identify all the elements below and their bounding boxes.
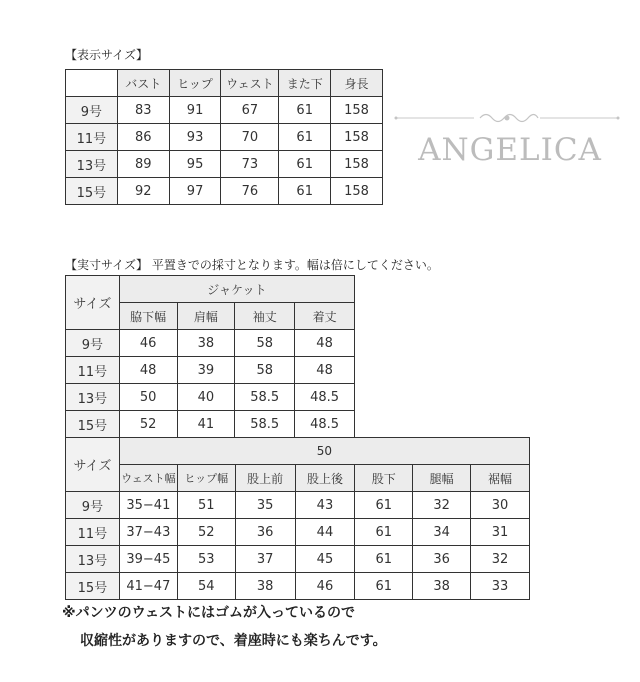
table-cell: 48.5 xyxy=(295,411,355,438)
table-cell: 158 xyxy=(331,124,383,151)
pants-group-header: 50 xyxy=(119,438,529,465)
table-cell: 53 xyxy=(177,546,235,573)
table-cell: 41−47 xyxy=(119,573,177,600)
size-column-header: サイズ xyxy=(66,276,120,330)
column-header: 肩幅 xyxy=(177,303,235,330)
table-cell: 61 xyxy=(355,492,413,519)
table-cell: 39−45 xyxy=(119,546,177,573)
table-cell: 30 xyxy=(471,492,530,519)
table-cell: 36 xyxy=(413,546,471,573)
table-cell: 54 xyxy=(177,573,235,600)
size-label: 11号 xyxy=(66,519,120,546)
table-cell: 44 xyxy=(295,519,355,546)
table-cell: 61 xyxy=(279,178,331,205)
column-header: 身長 xyxy=(331,70,383,97)
table-row xyxy=(66,330,355,357)
table-cell: 61 xyxy=(279,151,331,178)
table-cell: 46 xyxy=(295,573,355,600)
table-cell: 36 xyxy=(235,519,295,546)
table-row xyxy=(66,492,530,519)
size-column-header: サイズ xyxy=(66,438,120,492)
size-label: 9号 xyxy=(66,330,120,357)
table-cell: 67 xyxy=(221,97,279,124)
column-header: 脇下幅 xyxy=(119,303,177,330)
size-label: 9号 xyxy=(66,97,118,124)
table-row xyxy=(66,151,383,178)
table-cell: 52 xyxy=(177,519,235,546)
note-line-2: 収縮性がありますので、着座時にも楽ちんです。 xyxy=(80,633,387,649)
table-cell: 58 xyxy=(235,330,295,357)
table-cell: 46 xyxy=(119,330,177,357)
table-cell: 35−41 xyxy=(119,492,177,519)
column-header: バスト xyxy=(117,70,169,97)
table-cell: 61 xyxy=(355,519,413,546)
table-cell: 158 xyxy=(331,97,383,124)
table-cell: 52 xyxy=(119,411,177,438)
table-cell: 158 xyxy=(331,151,383,178)
table-cell: 58.5 xyxy=(235,384,295,411)
table-cell: 43 xyxy=(295,492,355,519)
table-cell: 61 xyxy=(355,573,413,600)
actual-size-title: 【実寸サイズ】 平置きでの採寸となります。幅は倍にしてください。 xyxy=(65,258,439,272)
size-label: 11号 xyxy=(66,357,120,384)
table-cell: 38 xyxy=(413,573,471,600)
column-header: ウェスト xyxy=(221,70,279,97)
column-header: ヒップ幅 xyxy=(177,465,235,492)
size-label: 13号 xyxy=(66,151,118,178)
column-header: 着丈 xyxy=(295,303,355,330)
table-cell: 93 xyxy=(169,124,221,151)
column-header: 股上前 xyxy=(235,465,295,492)
table-cell: 31 xyxy=(471,519,530,546)
table-row xyxy=(66,411,355,438)
note-line-1: ※パンツのウェストにはゴムが入っているので xyxy=(62,605,356,621)
column-header: また下 xyxy=(279,70,331,97)
table-cell: 33 xyxy=(471,573,530,600)
table-cell: 38 xyxy=(235,573,295,600)
size-label: 15号 xyxy=(66,411,120,438)
table-cell: 48 xyxy=(295,357,355,384)
table-cell: 34 xyxy=(413,519,471,546)
table-cell: 158 xyxy=(331,178,383,205)
table-cell: 48.5 xyxy=(295,384,355,411)
ornament-divider xyxy=(392,108,622,128)
logo-text: ANGELICA xyxy=(418,132,602,168)
display-size-title: 【表示サイズ】 xyxy=(65,48,149,62)
column-header: 股上後 xyxy=(295,465,355,492)
table-cell: 50 xyxy=(119,384,177,411)
table-cell: 95 xyxy=(169,151,221,178)
size-label: 9号 xyxy=(66,492,120,519)
table-cell: 32 xyxy=(413,492,471,519)
column-header: ヒップ xyxy=(169,70,221,97)
table-cell: 83 xyxy=(117,97,169,124)
table-cell: 58 xyxy=(235,357,295,384)
table-header-row xyxy=(66,465,530,492)
table-row xyxy=(66,384,355,411)
size-label: 11号 xyxy=(66,124,118,151)
table-row xyxy=(66,357,355,384)
table-cell: 37 xyxy=(235,546,295,573)
table-cell: 61 xyxy=(279,97,331,124)
display-size-table xyxy=(65,69,383,205)
pants-size-table xyxy=(65,437,530,600)
table-cell: 32 xyxy=(471,546,530,573)
table-cell: 89 xyxy=(117,151,169,178)
table-cell: 35 xyxy=(235,492,295,519)
column-header xyxy=(66,70,118,97)
size-label: 13号 xyxy=(66,546,120,573)
table-cell: 61 xyxy=(355,546,413,573)
column-header: 裾幅 xyxy=(471,465,530,492)
table-cell: 58.5 xyxy=(235,411,295,438)
table-row xyxy=(66,124,383,151)
column-header: 腿幅 xyxy=(413,465,471,492)
table-cell: 38 xyxy=(177,330,235,357)
table-header-row xyxy=(66,276,355,303)
table-cell: 61 xyxy=(279,124,331,151)
table-row xyxy=(66,546,530,573)
column-header: ウェスト幅 xyxy=(119,465,177,492)
table-row xyxy=(66,97,383,124)
size-label: 15号 xyxy=(66,573,120,600)
table-cell: 45 xyxy=(295,546,355,573)
column-header: 袖丈 xyxy=(235,303,295,330)
table-row xyxy=(66,573,530,600)
column-header: 股下 xyxy=(355,465,413,492)
table-cell: 97 xyxy=(169,178,221,205)
table-cell: 48 xyxy=(119,357,177,384)
table-header-row xyxy=(66,438,530,465)
table-cell: 48 xyxy=(295,330,355,357)
angelica-logo xyxy=(392,106,622,186)
table-cell: 37−43 xyxy=(119,519,177,546)
table-header-row xyxy=(66,70,383,97)
jacket-size-table xyxy=(65,275,355,438)
size-label: 13号 xyxy=(66,384,120,411)
table-cell: 51 xyxy=(177,492,235,519)
table-cell: 70 xyxy=(221,124,279,151)
table-cell: 40 xyxy=(177,384,235,411)
table-row xyxy=(66,178,383,205)
table-cell: 91 xyxy=(169,97,221,124)
table-cell: 86 xyxy=(117,124,169,151)
table-row xyxy=(66,519,530,546)
table-cell: 73 xyxy=(221,151,279,178)
table-cell: 39 xyxy=(177,357,235,384)
jacket-group-header: ジャケット xyxy=(119,276,354,303)
table-cell: 76 xyxy=(221,178,279,205)
table-cell: 92 xyxy=(117,178,169,205)
size-label: 15号 xyxy=(66,178,118,205)
table-cell: 41 xyxy=(177,411,235,438)
